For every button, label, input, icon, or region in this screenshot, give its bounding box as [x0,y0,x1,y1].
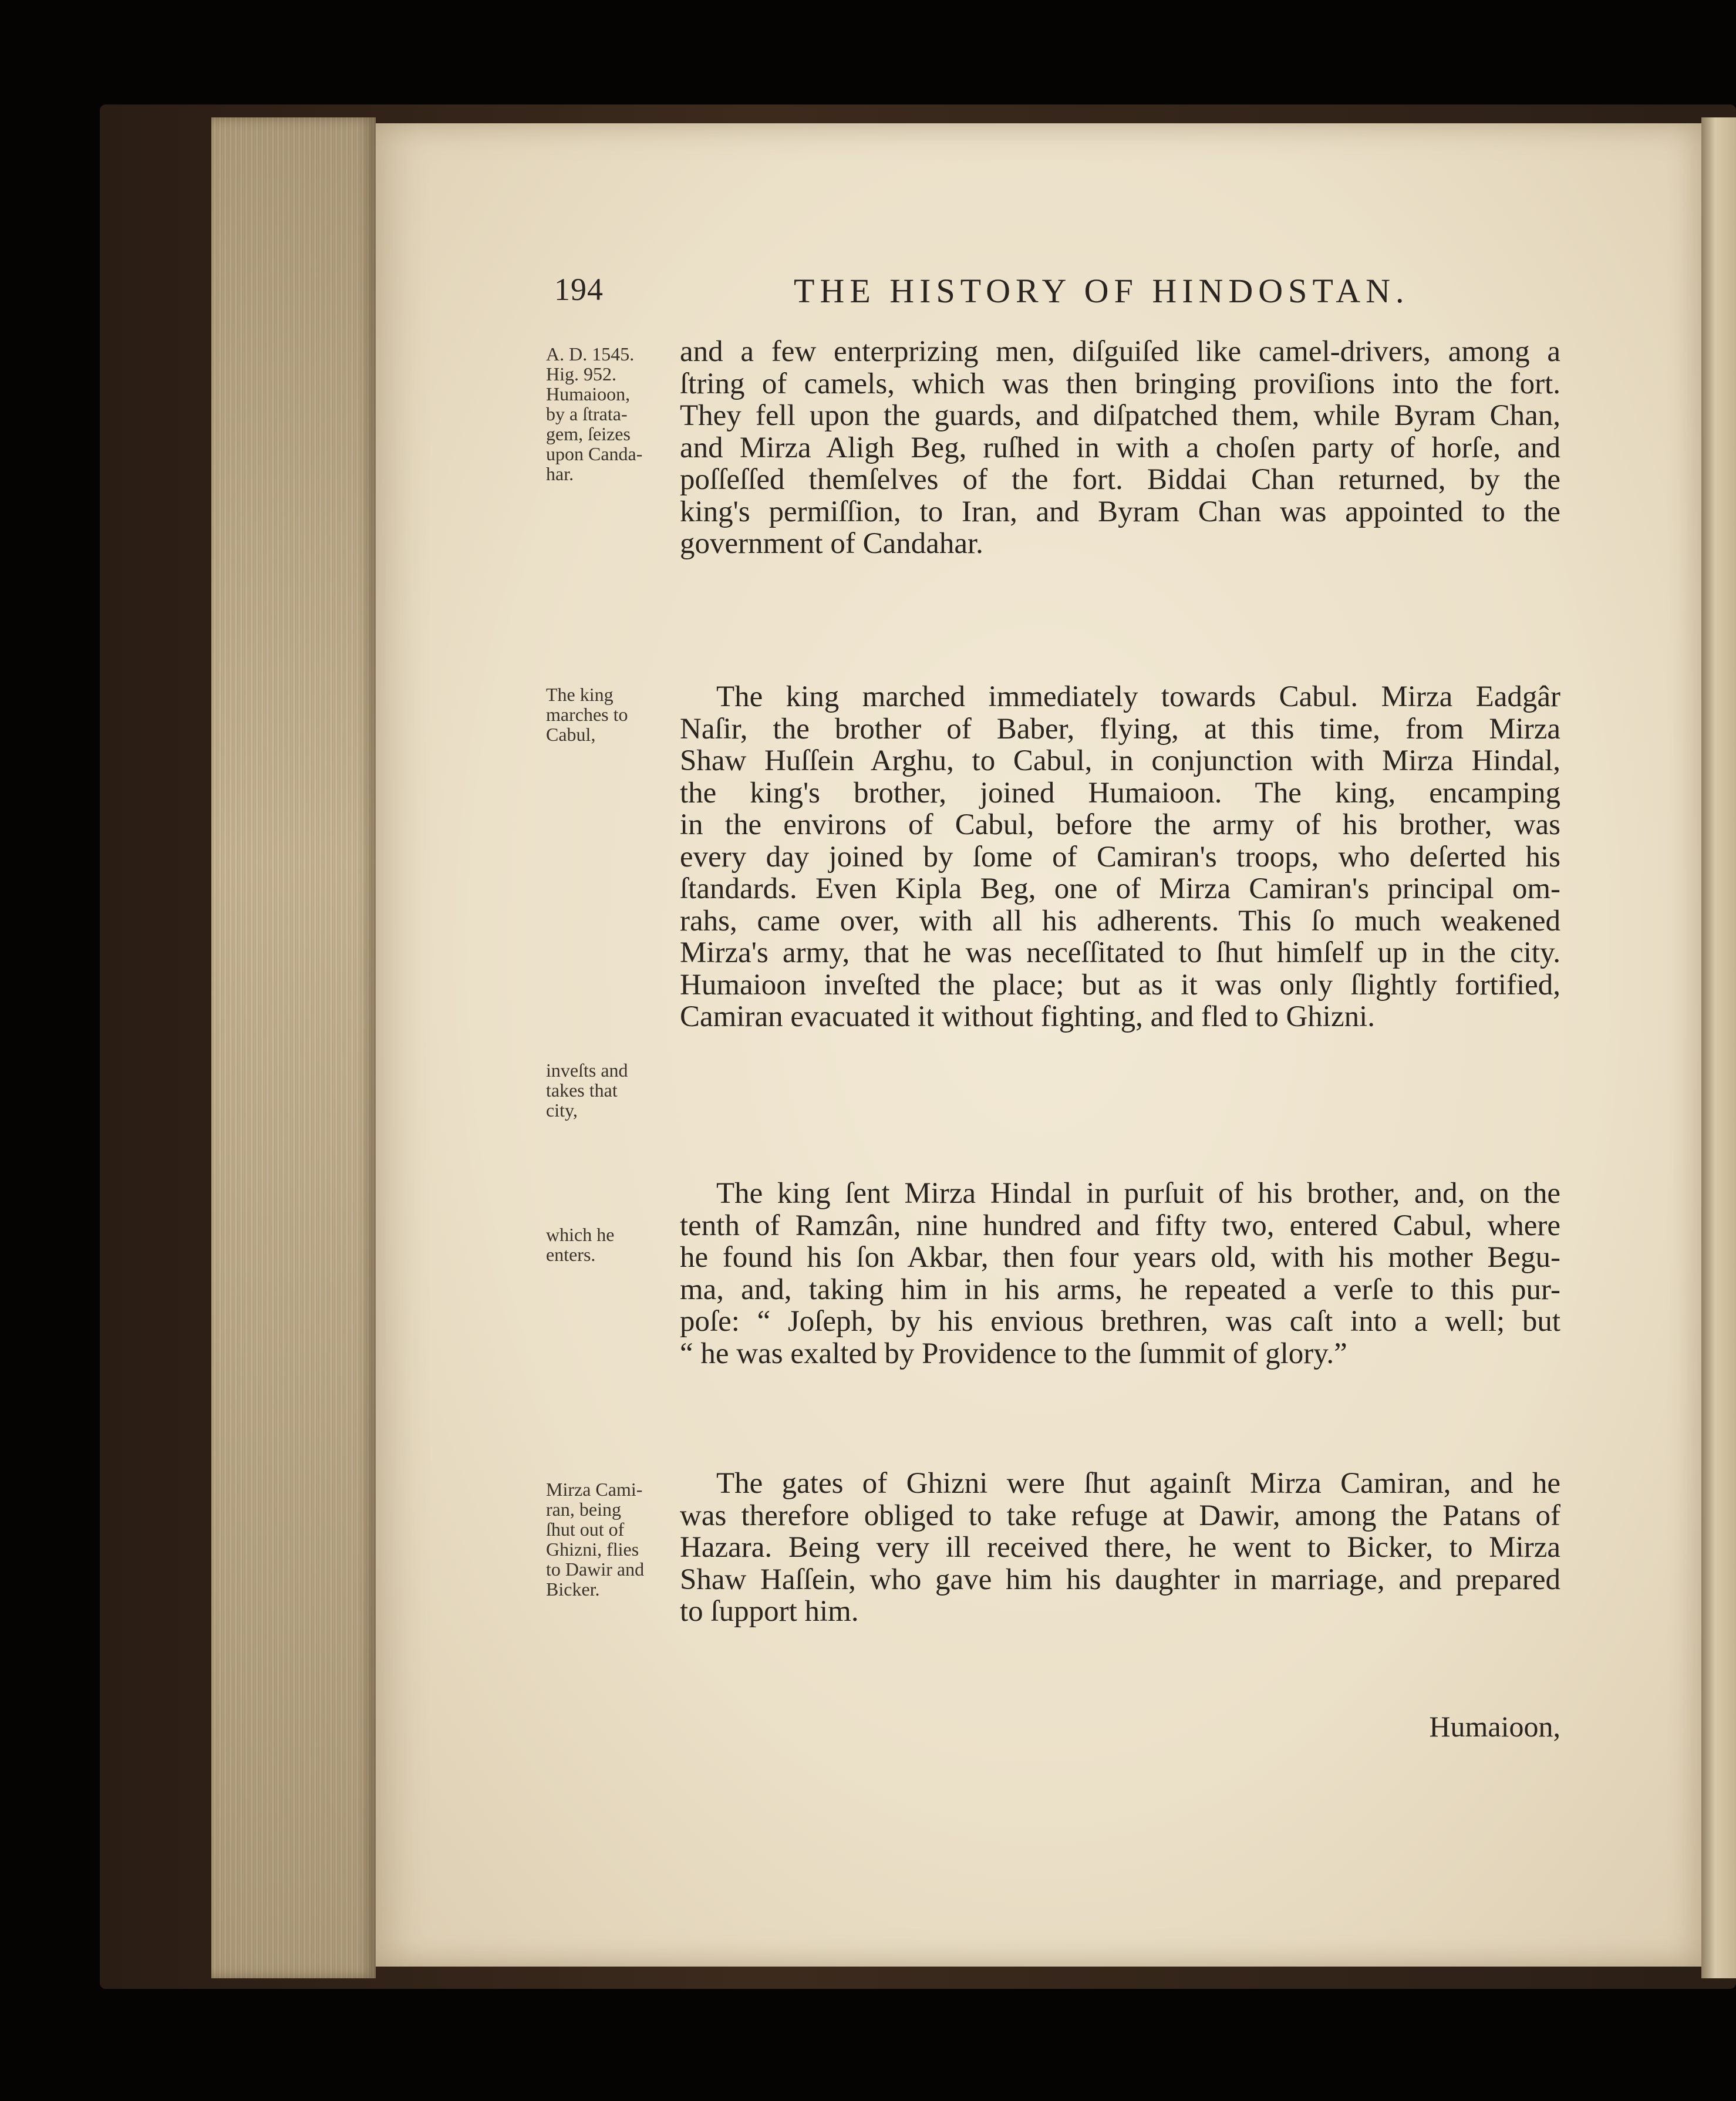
margin-note-marches [546,684,675,744]
text-line: Naſir, the brother of Baber, flying, at this time, from Mirza [680,712,1560,746]
margin-note-line: enters. [546,1244,596,1265]
text-line: ſtandards. Even Kipla Beg, one of Mirza Camiran's principal om- [680,872,1560,905]
text-line: poſe: “ Joſeph, by his envious brethren, was caſt into a well; but [680,1305,1560,1338]
text-line: ma, and, taking him in his arms, he repeated a verſe to this pur- [680,1273,1560,1306]
margin-note-line: takes that [546,1080,618,1101]
text-line: “ he was exalted by Providence to the ſummit of glory.” [680,1337,1347,1370]
text-line: every day joined by ſome of Camiran's troops, who deſerted his [680,840,1560,874]
text-line: The king ſent Mirza Hindal in purſuit of his brother, and, on the [716,1177,1560,1210]
margin-note-line: Cabul, [546,724,596,745]
text-line: ſtring of camels, which was then bringing proviſions into the fort. [680,367,1560,400]
margin-note-date [546,344,675,484]
margin-note-line: gem, ſeizes [546,423,631,444]
text-line: in the environs of Cabul, before the army of his brother, was [680,808,1560,841]
margin-note-line: which he [546,1224,615,1245]
catchword: Humaioon, [1429,1710,1560,1743]
margin-note-enters [546,1225,675,1264]
text-line: and Mirza Aligh Beg, ruſhed in with a choſen party of horſe, and [680,431,1560,464]
margin-note-line: Mirza Cami- [546,1479,643,1500]
text-line: The gates of Ghizni were ſhut againſt Mirza Camiran, and he [716,1467,1560,1500]
margin-note-camiran [546,1479,675,1599]
paragraph-2 [680,681,1560,1033]
page-edges-shade [211,117,376,1978]
margin-note-line: ran, being [546,1499,621,1520]
text-line: Humaioon inveſted the place; but as it was only ſlightly fortified, [680,968,1560,1001]
text-line: he found his ſon Akbar, then four years old, with his mother Begu- [680,1241,1560,1274]
text-line: They fell upon the guards, and diſpatched them, while Byram Chan, [680,399,1560,432]
margin-note-line: Hig. 952. [546,363,616,385]
margin-note-line: to Dawir and [546,1559,645,1580]
text-line: Hazara. Being very ill received there, he went to Bicker, to Mirza [680,1531,1560,1564]
margin-note-line: city, [546,1100,578,1121]
text-line: poſſeſſed themſelves of the fort. Biddai Chan returned, by the [680,463,1560,496]
margin-note-line: Humaioon, [546,383,631,404]
margin-note-line: upon Canda- [546,443,643,464]
paragraph-4 [680,1468,1560,1628]
text-line: was therefore obliged to take refuge at Dawir, among the Patans of [680,1499,1560,1532]
running-title: THE HISTORY OF HINDOSTAN. [794,272,1410,310]
margin-note-invests [546,1060,675,1120]
text-line: tenth of Ramzân, nine hundred and fifty two, entered Cabul, where [680,1209,1560,1242]
page-number: 194 [554,272,604,307]
margin-note-line: by a ſtrata- [546,403,628,424]
text-line: the king's brother, joined Humaioon. The king, encamping [680,776,1560,810]
margin-note-line: har. [546,463,574,484]
right-page-sliver [1701,117,1736,1978]
margin-note-line: The king [546,684,614,705]
margin-note-line: marches to [546,704,628,725]
text-line: Camiran evacuated it without fighting, and fled to Ghizni. [680,1000,1376,1033]
text-line: Shaw Huſſein Arghu, to Cabul, in conjunction with Mirza Hindal, [680,744,1560,777]
paragraph-3 [680,1178,1560,1370]
margin-note-line: ſhut out of [546,1519,625,1540]
margin-note-line: Ghizni, flies [546,1539,639,1560]
text-line: Mirza's army, that he was neceſſitated to ſhut himſelf up in the city. [680,936,1560,969]
text-line: king's permiſſion, to Iran, and Byram Chan was appointed to the [680,495,1560,528]
text-line: and a few enterprizing men, diſguiſed like camel-drivers, among a [680,335,1560,368]
margin-note-line: inveſts and [546,1060,628,1081]
text-line: to ſupport him. [680,1595,859,1628]
text-line: Shaw Haſſein, who gave him his daughter in marriage, and prepared [680,1563,1560,1596]
text-line: rahs, came over, with all his adherents. This ſo much weakened [680,904,1560,937]
margin-note-line: Bicker. [546,1579,600,1600]
margin-note-line: A. D. 1545. [546,343,635,365]
text-line: government of Candahar. [680,527,983,560]
paragraph-1 [680,336,1560,560]
text-line: The king marched immediately towards Cabul. Mirza Eadgâr [716,680,1560,713]
